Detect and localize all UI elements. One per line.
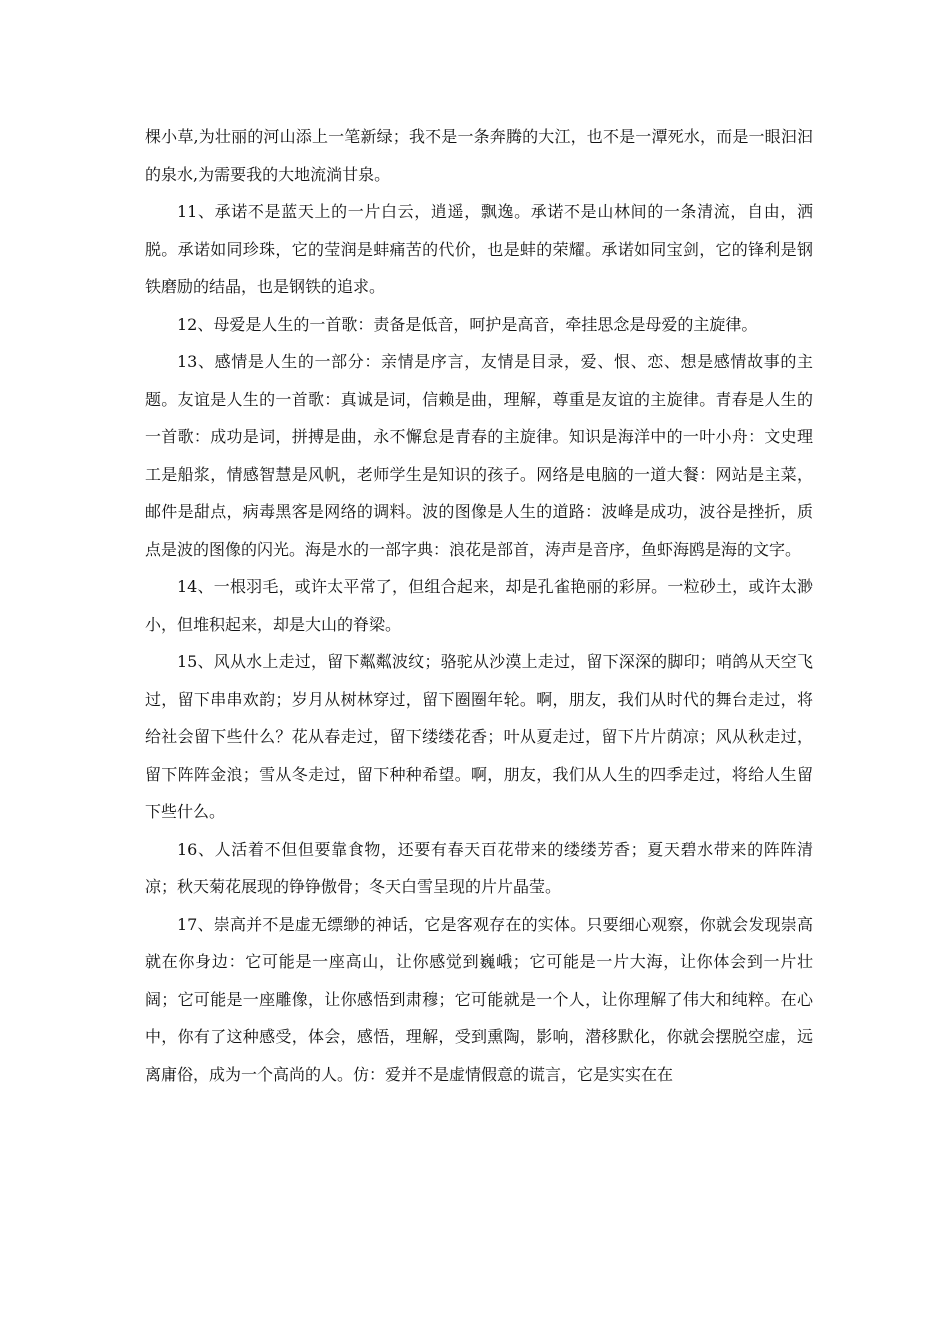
document-body: [145, 118, 813, 1093]
paragraph-15: 15、风从水上走过，留下粼粼波纹；骆驼从沙漠上走过，留下深深的脚印；哨鸽从天空飞过，留下串串欢韵；岁月从树林穿过，留下圈圈年轮。啊，朋友，我们从时代的舞台走过，将给社会留下些什么？花从春走过，留下缕缕花香；叶从夏走过，留下片片荫凉；风从秋走过，留下阵阵金浪；雪从冬走过，留下种种希望。啊，朋友，我们从人生的四季走过，将给人生留下些什么。: [145, 652, 813, 821]
paragraph-13: 13、感情是人生的一部分：亲情是序言，友情是目录，爱、恨、恋、想是感情故事的主题。友谊是人生的一首歌：真诚是词，信赖是曲，理解，尊重是友谊的主旋律。青春是人生的一首歌：成功是词，拼搏是曲，永不懈怠是青春的主旋律。知识是海洋中的一叶小舟：文史理工是船浆，情感智慧是风帆，老师学生是知识的孩子。网络是电脑的一道大餐：网站是主菜，邮件是甜点，病毒黑客是网络的调料。波的图像是人生的道路：波峰是成功，波谷是挫折，质点是波的图像的闪光。海是水的一部字典：浪花是部首，涛声是音序，鱼虾海鸥是海的文字。: [145, 352, 813, 559]
paragraph-continuation: 棵小草,为壮丽的河山添上一笔新绿；我不是一条奔腾的大江，也不是一潭死水，而是一眼汩汩的泉水,为需要我的大地流淌甘泉。: [145, 127, 813, 184]
paragraph-14: 14、一根羽毛，或许太平常了，但组合起来，却是孔雀艳丽的彩屏。一粒砂土，或许太渺小，但堆积起来，却是大山的脊梁。: [145, 577, 813, 634]
paragraph-11: 11、承诺不是蓝天上的一片白云，逍遥，飘逸。承诺不是山林间的一条清流，自由，洒脱。承诺如同珍珠，它的莹润是蚌痛苦的代价，也是蚌的荣耀。承诺如同宝剑，它的锋利是钢铁磨励的结晶，也是钢铁的追求。: [145, 202, 813, 296]
paragraph-17: 17、崇高并不是虚无缥缈的神话，它是客观存在的实体。只要细心观察，你就会发现崇高就在你身边：它可能是一座高山，让你感觉到巍峨；它可能是一片大海，让你体会到一片壮阔；它可能是一座雕像，让你感悟到肃穆；它可能就是一个人，让你理解了伟大和纯粹。在心中，你有了这种感受，体会，感悟，理解，受到熏陶，影响，潜移默化，你就会摆脱空虚，远离庸俗，成为一个高尚的人。仿：爱并不是虚情假意的谎言，它是实实在在: [145, 914, 813, 1084]
paragraph-12: 12、母爱是人生的一首歌：责备是低音，呵护是高音，牵挂思念是母爱的主旋律。: [177, 314, 758, 334]
paragraph-16: 16、人活着不但但要靠食物，还要有春天百花带来的缕缕芳香；夏天碧水带来的阵阵清凉；秋天菊花展现的铮铮傲骨；冬天白雪呈现的片片晶莹。: [145, 839, 813, 896]
